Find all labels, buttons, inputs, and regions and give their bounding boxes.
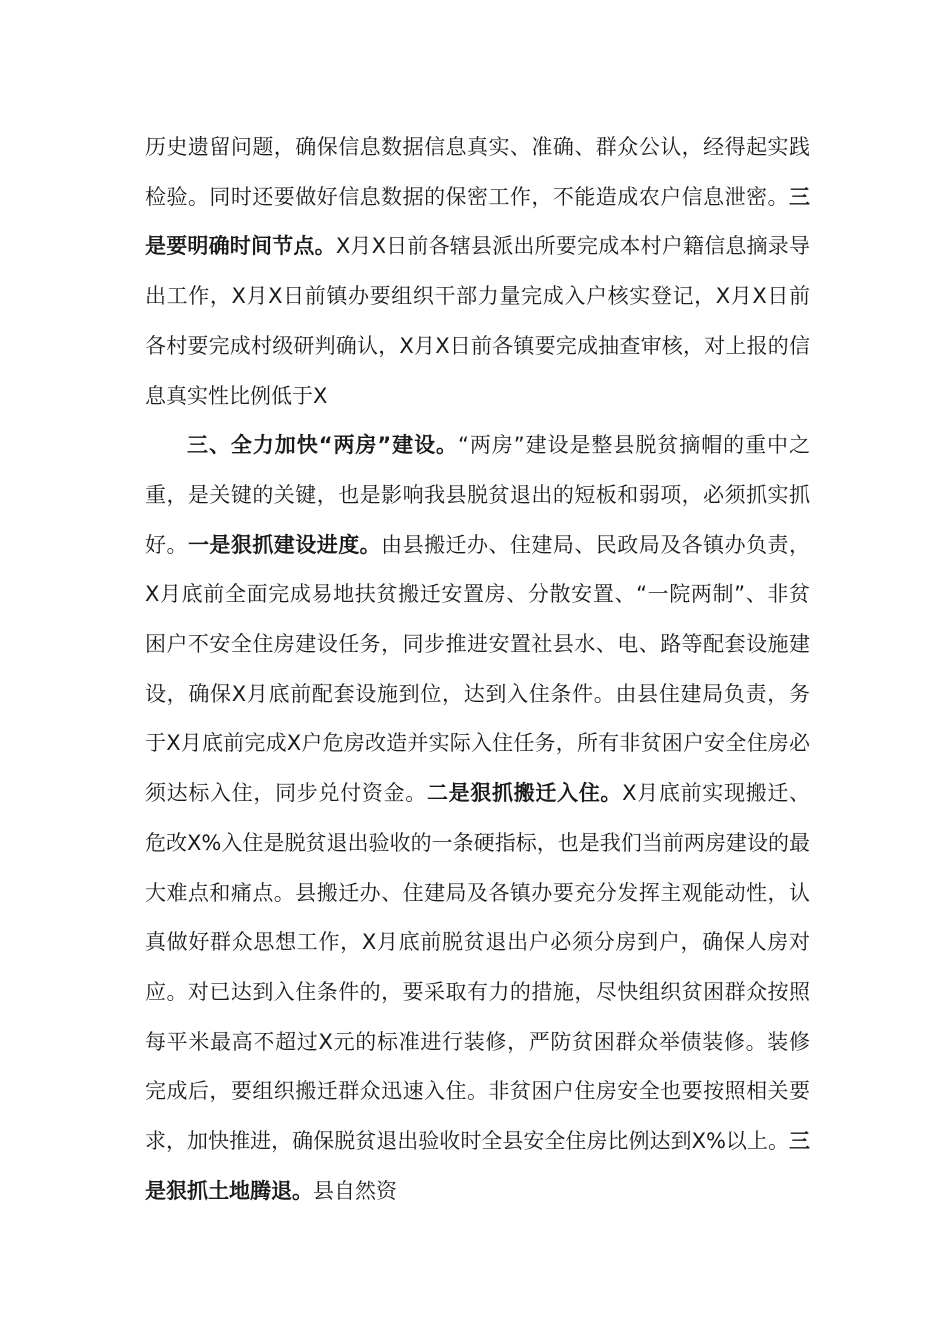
paragraph-data-verification bbox=[145, 123, 810, 421]
paragraph-two-houses bbox=[145, 421, 810, 1216]
paragraph-run: X月底前实现搬迁、危改X%入住是脱贫退出验收的一条硬指标，也是我们当前两房建设的最大难点和痛点。县搬迁办、住建局及各镇办要充分发挥主观能动性，认真做好群众思想工作，X月底前脱贫退出户必须分房到户，确保人房对应。对已达到入住条件的，要采取有力的措施，尽快组织贫困群众按照每平米最高不超过X元的标准进行装修，严防贫困群众举债装修。装修完成后，要组织搬迁群众迅速入住。非贫困户住房安全也要按照相关要求，加快推进，确保脱贫退出验收时全县安全住房比例达到X%以上。 bbox=[145, 781, 811, 1154]
paragraph-run: “两房”建设是整县脱贫摘帽的重中之重，是关键的关键，也是影响我县脱贫退出的短板和弱项，必须抓实抓好。 bbox=[145, 433, 810, 557]
paragraph-run-heading: 三是要明确时间节点。 bbox=[145, 184, 810, 259]
paragraph-run: 历史遗留问题，确保信息数据信息真实、准确、群众公认，经得起实践检验。同时还要做好信息数据的保密工作，不能造成农户信息泄密。 bbox=[145, 135, 810, 209]
paragraph-run: 由县搬迁办、住建局、民政局及各镇办负责，X月底前全面完成易地扶贫搬迁安置房、分散安置、“一院两制”、非贫困户不安全住房建设任务，同步推进安置社县水、电、路等配套设施建设，确保X月底前配套设施到位，达到入住条件。由县住建局负责，务于X月底前完成X户危房改造并实际入住任务，所有非贫困户安全住房必须达标入住，同步兑付资金。 bbox=[145, 532, 811, 806]
section-heading: 三、全力加快“两房”建设。 bbox=[187, 433, 458, 458]
paragraph-run-heading: 二是狠抓搬迁入住。 bbox=[426, 781, 623, 806]
paragraph-run-heading: 三是狠抓土地腾退。 bbox=[145, 1129, 810, 1203]
paragraph-run-heading: 一是狠抓建设进度。 bbox=[187, 532, 382, 557]
paragraph-run: X月X日前各辖县派出所要完成本村户籍信息摘录导出工作，X月X日前镇办要组织干部力量完成入户核实登记，X月X日前各村要完成村级研判确认，X月X日前各镇要完成抽查审核，对上报的信息真实性比例低于X bbox=[145, 234, 810, 408]
paragraph-run: 县自然资 bbox=[313, 1178, 397, 1203]
document-page bbox=[145, 123, 810, 1216]
